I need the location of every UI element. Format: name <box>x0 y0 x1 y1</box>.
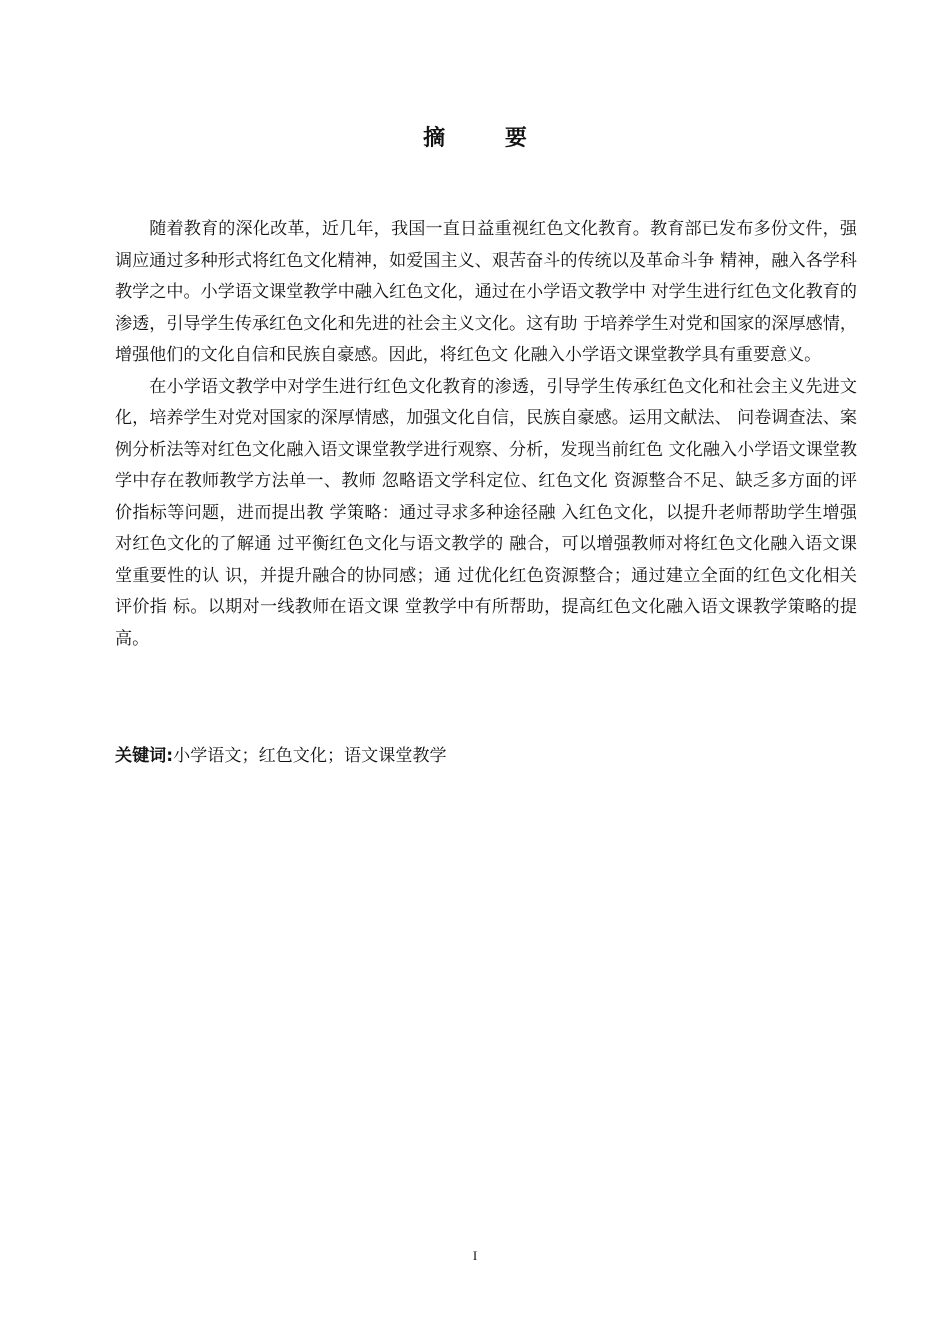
page-title: 摘 要 <box>423 126 553 151</box>
keywords-line <box>115 741 857 771</box>
keywords-label: 关键词: <box>115 746 174 766</box>
abstract-paragraph-1: 随着教育的深化改革，近几年，我国一直日益重视红色文化教育。教育部已发布多份文件，强调应通过多种形式将红色文化精神，如爱国主义、艰苦奋斗的传统以及革命斗争 精神，融入各学科教学之中。小学语文课堂教学中融入红色文化，通过在小学语文教学中 对学生进行红色文化教育的渗透，引导学生传承红色文化和先进的社会主义文化。这有助 于培养学生对党和国家的深厚感情，增强他们的文化自信和民族自豪感。因此，将红色文 化融入小学语文课堂教学具有重要意义。 <box>115 219 857 365</box>
keywords-value: 小学语文；红色文化；语文课堂教学 <box>173 746 447 766</box>
abstract-body <box>115 214 857 655</box>
page-number: I <box>472 1248 478 1263</box>
abstract-paragraph-2: 在小学语文教学中对学生进行红色文化教育的渗透，引导学生传承红色文化和社会主义先进文化，培养学生对党对国家的深厚情感，加强文化自信，民族自豪感。运用文献法、 问卷调查法、案例分析法等对红色文化融入语文课堂教学进行观察、分析，发现当前红色 文化融入小学语文课堂教学中存在教师教学方法单一、教师 忽略语文学科定位、红色文化 资源整合不足、缺乏多方面的评价指标等问题，进而提出教 学策略：通过寻求多种途径融 入红色文化，以提升老师帮助学生增强对红色文化的了解通 过平衡红色文化与语文教学的 融合，可以增强教师对将红色文化融入语文课堂重要性的认 识，并提升融合的协同感；通 过优化红色资源整合；通过建立全面的红色文化相关评价指 标。以期对一线教师在语文课 堂教学中有所帮助，提高红色文化融入语文课教学策略的提高。 <box>115 376 857 649</box>
